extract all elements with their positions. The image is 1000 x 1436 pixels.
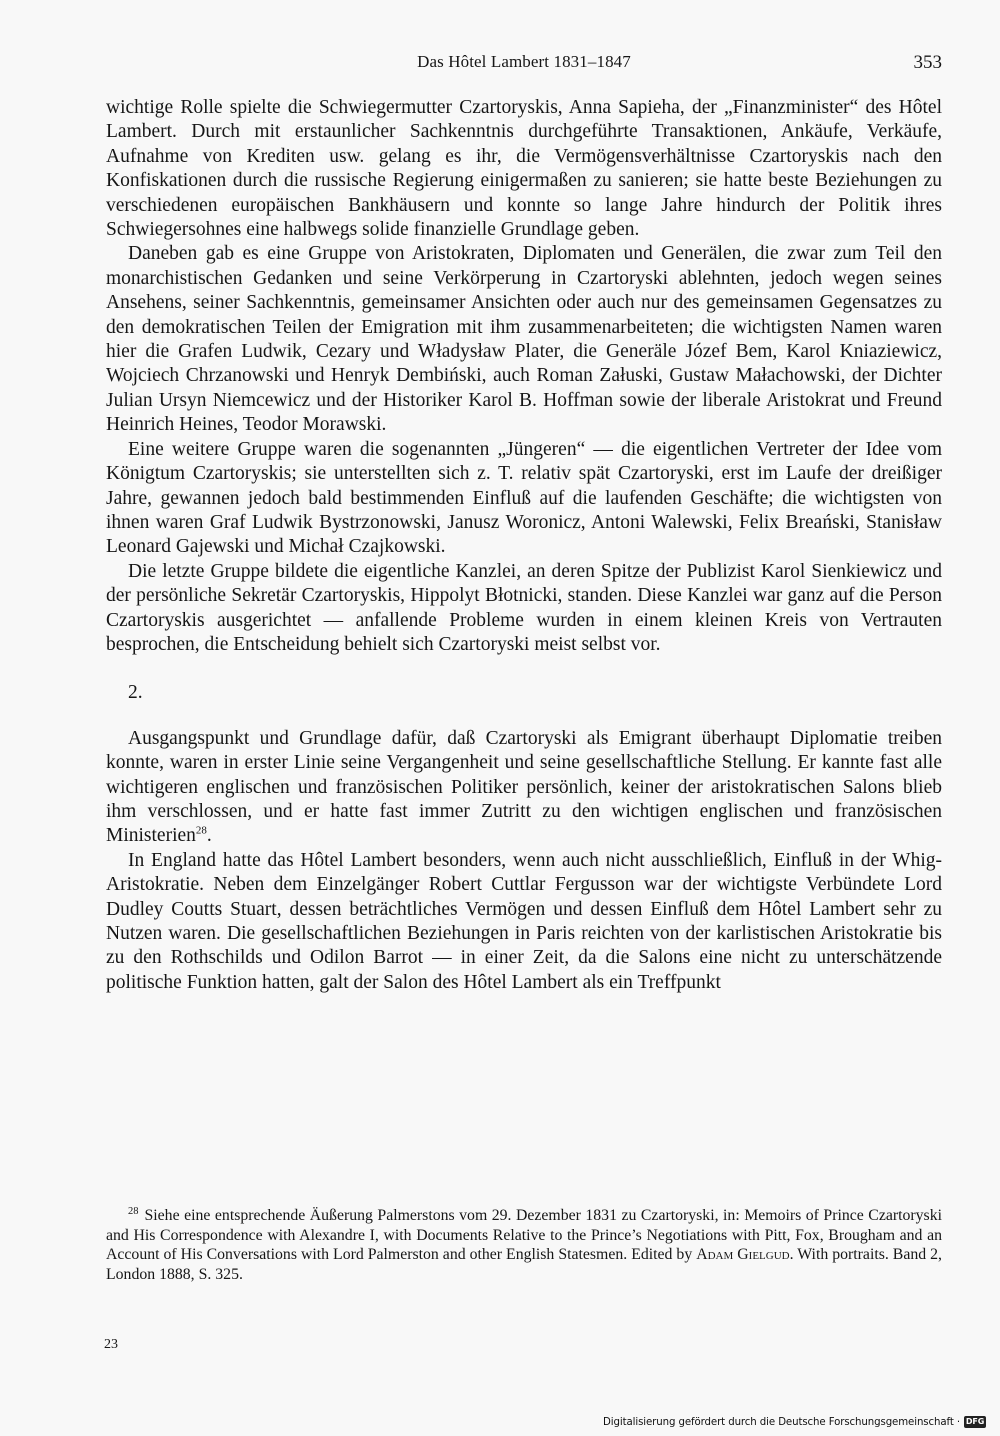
paragraph-text: Ausgangspunkt und Grundlage dafür, daß Czartoryski als Emigrant überhaupt Diplomatie treiben konnte, waren in erster Linie seine Vergangenheit und seine gesellschaftliche Stellung. Er kannte fast alle wichtigeren englischen und französischen Politiker persönlich, keiner der aristokratischen Salons blieb ihm verschlossen, und er hatte fast immer Zutritt zu den wichtigen englischen und französischen Ministerien — [106, 727, 942, 847]
running-title: Das Hôtel Lambert 1831–1847 — [417, 52, 631, 71]
page-header — [106, 50, 942, 80]
main-text — [106, 96, 942, 995]
footnote-text: . With portraits. Band 2, London 1888, S. 325. — [106, 1246, 942, 1283]
page-number: 353 — [913, 52, 942, 73]
footnote-mark: 28 — [128, 1205, 139, 1217]
punctuation: . — [206, 825, 212, 847]
digitization-credit — [603, 1412, 986, 1432]
paragraph: Eine weitere Gruppe waren die sogenannten „Jüngeren“ — die eigentlichen Vertreter der Idee vom Königtum Czartoryskis; sie unterstellten sich z. T. relativ spät Czartoryski, erst im Laufe der dreißiger Jahre, gewannen jedoch bald bestimmenden Einfluß auf die laufenden Geschäfte; die wichtigsten von ihnen waren Graf Ludwik Bystrzonowski, Janusz Woronicz, Antoni Walewski, Felix Breański, Stanisław Leonard Gajewski und Michał Czajkowski. — [106, 438, 942, 558]
footnotes — [106, 1206, 942, 1284]
paragraph: In England hatte das Hôtel Lambert besonders, wenn auch nicht ausschließlich, Einfluß in der Whig-Aristokratie. Neben dem Einzelgänger Robert Cuttlar Fergusson war der wichtigste Verbündete Lord Dudley Coutts Stuart, dessen beträchtliches Vermögen und dessen Einfluß dem Hôtel Lambert sehr zu Nutzen waren. Die gesellschaftlichen Beziehungen in Paris reichten von der karlistischen Aristokratie bis zu den Rothschilds und Odilon Barrot — in einer Zeit, da die Salons eine nicht zu unterschätzende politische Funktion hatten, galt der Salon des Hôtel Lambert als ein Treffpunkt — [106, 849, 942, 993]
paragraph: wichtige Rolle spielte die Schwiegermutter Czartoryskis, Anna Sapieha, der „Finanzminister“ des Hôtel Lambert. Durch mit erstaunlicher Sachkenntnis durchgeführte Transaktionen, Ankäufe, Verkäufe, Aufnahme von Krediten usw. gelang es ihr, die Vermögensverhältnisse Czartoryskis nach den Konfiskationen durch die russische Regierung einigermaßen zu sanieren; sie hatte beste Beziehungen zu verschiedenen europäischen Bankhäusern und konnte so lange Jahre hindurch der Politik ihres Schwiegersohnes eine halbwegs solide finanzielle Grundlage geben. — [106, 97, 942, 241]
paragraph — [106, 727, 942, 849]
paragraph: Daneben gab es eine Gruppe von Aristokraten, Diplomaten und Generälen, die zwar zum Teil den monarchistischen Gedanken und seine Verkörperung in Czartoryski ablehnten, jedoch wegen seines Ansehens, seiner Sachkenntnis, gemeinsamer Ansichten oder auch nur des gemeinsamen Gegensatzes zu den demokratischen Teilen der Emigration mit ihm zusammenarbeiteten; die wichtigsten Namen waren hier die Grafen Ludwik, Cezary und Władysław Plater, die Generäle Józef Bem, Karol Kniaziewicz, Wojciech Chrzanowski und Henryk Dembiński, auch Roman Załuski, Gustaw Małachowski, der Dichter Julian Ursyn Niemcewicz und der Historiker Karol B. Hoffman sowie der liberale Aristokrat und Freund Heinrich Heines, Teodor Morawski. — [106, 243, 942, 436]
signature-mark: 23 — [104, 1337, 118, 1352]
section-heading: 2. — [128, 682, 143, 704]
footnote-editor: Adam Gielgud — [696, 1246, 790, 1264]
footnote-reference[interactable]: 28 — [195, 824, 207, 837]
paragraph: Die letzte Gruppe bildete die eigentliche Kanzlei, an deren Spitze der Publizist Karol Sienkiewicz und der persönliche Sekretär Czartoryskis, Hippolyt Błotnicki, standen. Diese Kanzlei war ganz auf die Person Czartoryskis ausgerichtet — anfallende Probleme wurden in einem kleinen Kreis von Vertrauten besprochen, die Entscheidung behielt sich Czartoryski meist selbst vor. — [106, 560, 942, 655]
dfg-logo: DFG — [965, 1417, 985, 1426]
footnote — [106, 1206, 942, 1284]
footnote-text: Siehe eine entsprechende Äußerung Palmerstons vom 29. Dezember 1831 zu Czartoryski, in: Memoirs of Prince Czartoryski and His Correspondence with Alexandre I, with Documents Relative to the Prince’s Negotiations with Pitt, Fox, Brougham and an Account of His Conversations with Lord Palmerston and other English Statesmen. Edited by — [106, 1207, 942, 1264]
credit-text: Digitalisierung gefördert durch die Deutsche Forschungsgemeinschaft · — [603, 1416, 960, 1428]
